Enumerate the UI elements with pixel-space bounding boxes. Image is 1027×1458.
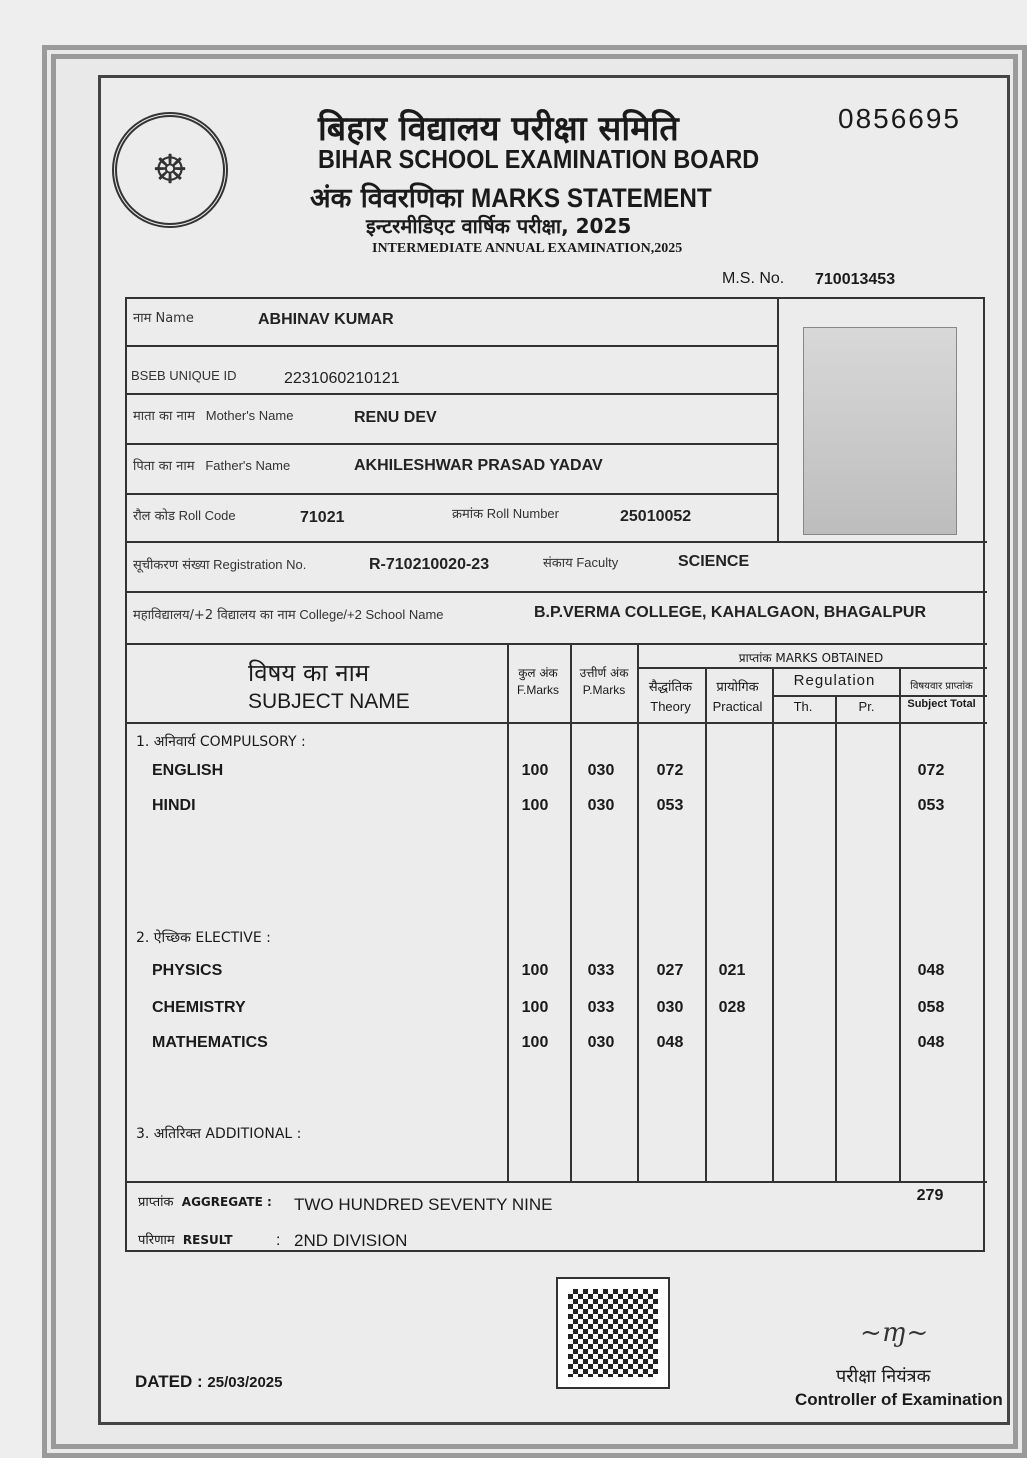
compulsory-section: 1. अनिवार्य COMPULSORY : <box>136 734 306 750</box>
row-total: 058 <box>917 999 945 1016</box>
row-theory: 053 <box>656 797 684 814</box>
regulation-header: Regulation <box>793 672 876 689</box>
ms-number: 710013453 <box>815 271 896 288</box>
subject-header-english: SUBJECT NAME <box>248 690 410 713</box>
college-label-hindi: महाविद्यालय/+2 विद्यालय का नाम <box>133 608 296 623</box>
title-hindi: बिहार विद्यालय परीक्षा समिति <box>318 109 679 149</box>
faculty: SCIENCE <box>678 553 750 570</box>
row-practical: 021 <box>718 962 746 979</box>
faculty-label-hindi: संकाय <box>543 556 573 571</box>
exam-english: INTERMEDIATE ANNUAL EXAMINATION,2025 <box>372 241 683 256</box>
row-f: 100 <box>521 797 549 814</box>
practical-header: Practical <box>712 699 763 714</box>
roll-number-label: Roll Number <box>486 506 559 521</box>
row-subject: MATHEMATICS <box>152 1034 268 1051</box>
reg-theory-header: Th. <box>793 699 813 714</box>
row-theory: 027 <box>656 962 684 979</box>
student-photo <box>803 327 957 535</box>
statement-title <box>310 178 738 215</box>
row-f: 100 <box>521 762 549 779</box>
controller-hindi: परीक्षा नियंत्रक <box>836 1366 931 1387</box>
ms-label: M.S. No. <box>722 270 785 287</box>
elective-section: 2. ऐच्छिक ELECTIVE : <box>136 930 271 946</box>
aggregate-total: 279 <box>916 1187 944 1204</box>
board-seal-logo: ☸ <box>112 112 228 228</box>
row-total: 048 <box>917 1034 945 1051</box>
fmarks-header: F.Marks <box>517 683 559 697</box>
row-subject: PHYSICS <box>152 962 223 979</box>
name-label: नाम Name <box>133 311 194 326</box>
title-english: BIHAR SCHOOL EXAMINATION BOARD <box>318 144 760 174</box>
result-value: 2ND DIVISION <box>294 1231 408 1250</box>
row-total: 072 <box>917 762 945 779</box>
practical-header-hindi: प्रायोगिक <box>716 680 759 695</box>
exam-hindi: इन्टरमीडिएट वार्षिक परीक्षा, 2025 <box>366 214 632 238</box>
qr-code <box>556 1277 670 1389</box>
row-p: 033 <box>587 962 615 979</box>
registration-label-hindi: सूचीकरण संख्या <box>133 558 210 573</box>
row-total: 053 <box>917 797 945 814</box>
signature: ~ɱ~ <box>860 1318 929 1348</box>
row-total: 048 <box>917 962 945 979</box>
registration-number: R-710210020-23 <box>369 556 490 573</box>
row-theory: 030 <box>656 999 684 1016</box>
row-theory: 048 <box>656 1034 684 1051</box>
student-name: ABHINAV KUMAR <box>258 311 394 328</box>
aggregate-label: AGGREGATE : <box>181 1195 272 1209</box>
father-name: AKHILESHWAR PRASAD YADAV <box>354 457 603 474</box>
roll-code: 71021 <box>300 509 345 526</box>
row-subject: HINDI <box>152 797 196 814</box>
college-name: B.P.VERMA COLLEGE, KAHALGAON, BHAGALPUR <box>534 604 927 621</box>
faculty-label: Faculty <box>576 555 619 570</box>
row-subject: ENGLISH <box>152 762 224 779</box>
row-p: 033 <box>587 999 615 1016</box>
row-p: 030 <box>587 762 615 779</box>
controller-english: Controller of Examination <box>795 1390 1003 1409</box>
row-subject: CHEMISTRY <box>152 999 246 1016</box>
row-p: 030 <box>587 1034 615 1051</box>
uid-label: BSEB UNIQUE ID <box>131 368 237 383</box>
father-label-hindi: पिता का नाम <box>133 459 195 474</box>
statement-english: MARKS STATEMENT <box>470 183 712 213</box>
result-separator: : <box>276 1232 281 1249</box>
row-theory: 072 <box>656 762 684 779</box>
aggregate-words: TWO HUNDRED SEVENTY NINE <box>294 1195 553 1214</box>
additional-section: 3. अतिरिक्त ADDITIONAL : <box>136 1126 302 1142</box>
serial-number: 0856695 <box>838 103 962 134</box>
theory-header-hindi: सैद्धांतिक <box>648 680 693 695</box>
unique-id: 2231060210121 <box>284 370 400 387</box>
dated-value: 25/03/2025 <box>207 1374 283 1391</box>
aggregate-label-hindi: प्राप्तांक <box>138 1195 174 1210</box>
dated-label: DATED : <box>135 1372 203 1391</box>
mother-name: RENU DEV <box>354 409 437 426</box>
subject-total-header-hindi: विषयवार प्राप्तांक <box>910 681 973 692</box>
pmarks-header: P.Marks <box>582 683 626 697</box>
roll-number-label-hindi: क्रमांक <box>452 507 484 522</box>
mother-label: Mother's Name <box>205 408 294 423</box>
roll-code-label: Roll Code <box>178 508 236 523</box>
fmarks-header-hindi: कुल अंक <box>518 666 558 680</box>
mother-label-hindi: माता का नाम <box>133 409 195 424</box>
registration-label: Registration No. <box>213 557 307 572</box>
subject-header-hindi: विषय का नाम <box>248 659 370 687</box>
statement-hindi: अंक विवरणिका <box>310 183 464 214</box>
subject-total-header: Subject Total <box>907 698 976 710</box>
row-f: 100 <box>521 1034 549 1051</box>
row-f: 100 <box>521 962 549 979</box>
father-label: Father's Name <box>205 458 291 473</box>
row-p: 030 <box>587 797 615 814</box>
roll-number: 25010052 <box>620 508 692 525</box>
reg-practical-header: Pr. <box>858 699 875 714</box>
row-practical: 028 <box>718 999 746 1016</box>
roll-code-label-hindi: रौल कोड <box>133 509 175 524</box>
result-label: RESULT <box>182 1233 233 1247</box>
marks-obtained-header: प्राप्तांक MARKS OBTAINED <box>738 651 884 665</box>
college-label: College/+2 School Name <box>299 607 444 622</box>
theory-header: Theory <box>650 699 691 714</box>
pmarks-header-hindi: उत्तीर्ण अंक <box>579 666 629 680</box>
result-label-hindi: परिणाम <box>138 1233 175 1248</box>
row-f: 100 <box>521 999 549 1016</box>
